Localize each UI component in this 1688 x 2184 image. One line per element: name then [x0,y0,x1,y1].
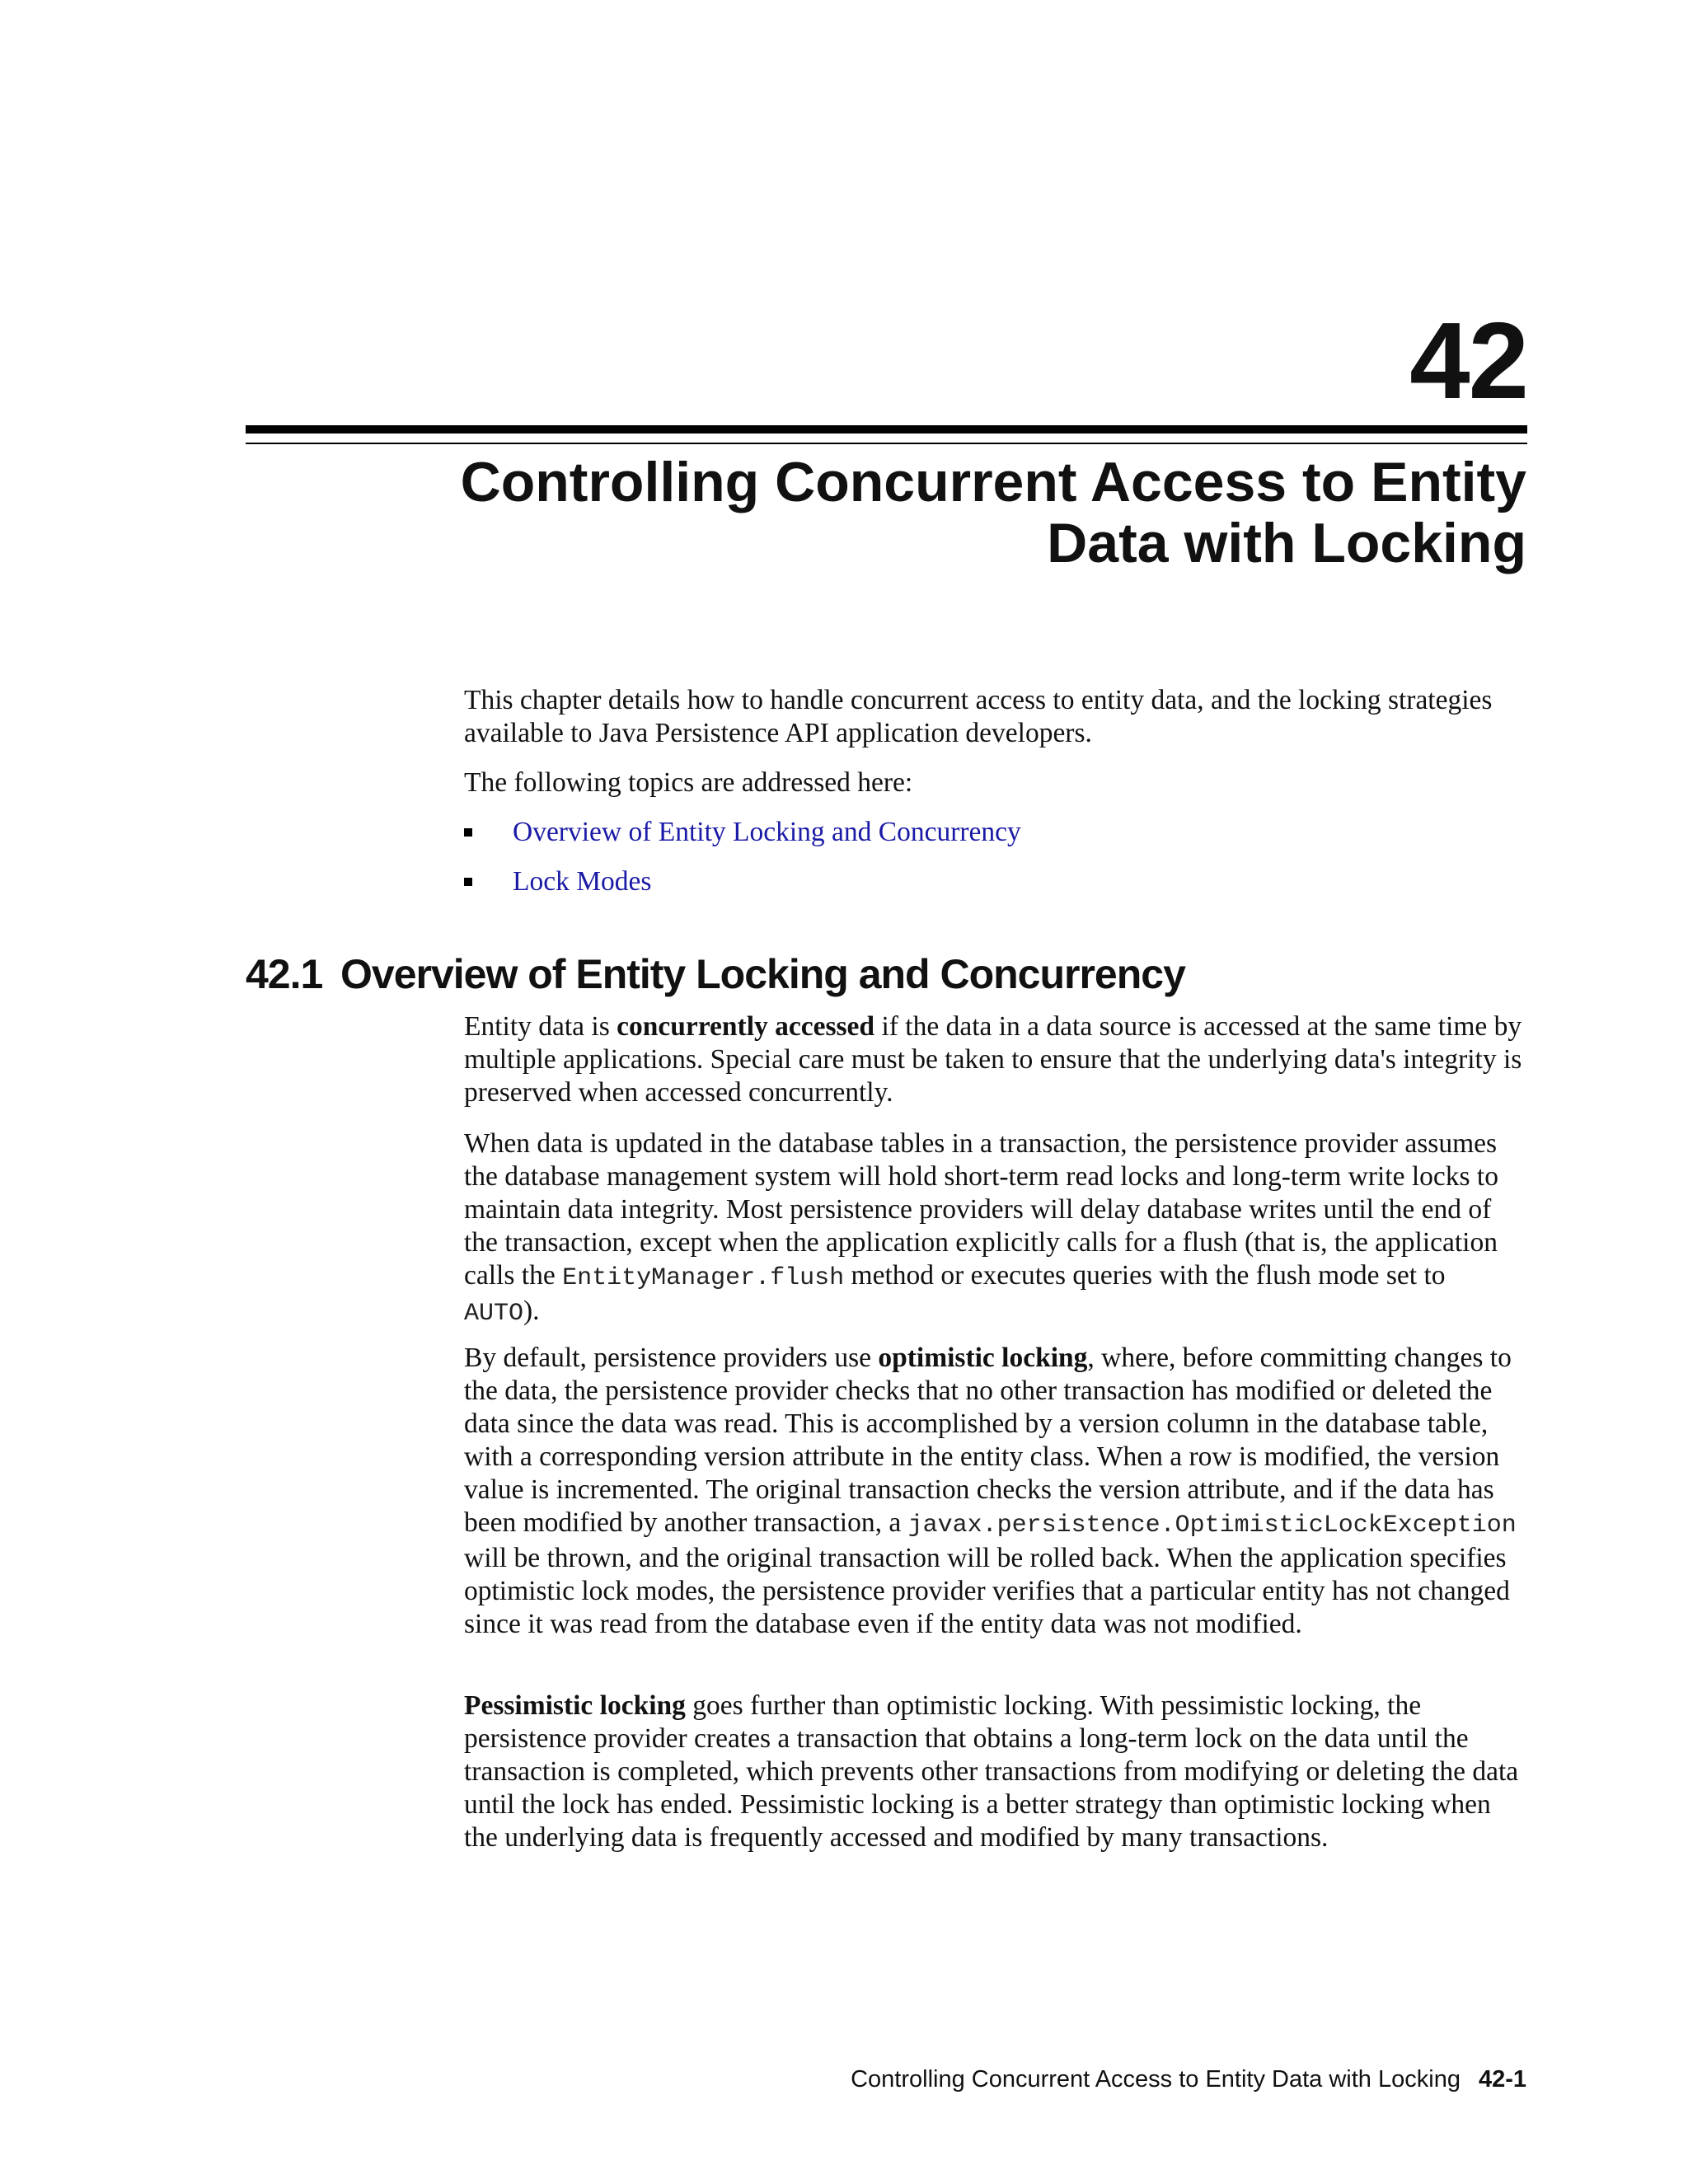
code-entitymanager-flush: EntityManager.flush [562,1264,845,1292]
intro-paragraph: This chapter details how to handle concurrent access to entity data, and the locking strategies available to Java Persistence API application developers. [464,685,1493,748]
term-optimistic-locking: optimistic locking [878,1343,1088,1373]
chapter-rule-thin [246,443,1527,444]
chapter-number: 42 [1409,300,1527,421]
section-heading [246,949,1185,999]
section-title: Overview of Entity Locking and Concurrency [340,951,1185,997]
section-number: 42.1 [246,951,323,997]
code-auto: AUTO [464,1300,524,1328]
topic-link-lock-modes[interactable]: Lock Modes [513,866,652,897]
topics-intro: The following topics are addressed here: [464,767,913,798]
section-paragraph-3: By default, persistence providers use optimistic locking, where, before committing changes to the data, the persistence provider checks that no other transaction has modified or deleted the data since the data was read. This is accomplished by a version column in the database table, with a corresponding version attribute in the entity class. When a row is modified, the version value is incremented. The original transaction checks the version attribute, and if the data has been modified by another transaction, a javax.persistence.OptimisticLockException will be thrown, and the original transaction will be rolled back. When the application specifies optimistic lock modes, the persistence provider verifies that a particular entity has not changed since it was read from the database even if the entity data was not modified. [464,1343,1517,1639]
bullet-square-icon [464,878,472,886]
page-footer [851,2064,1526,2094]
section-paragraph-1: Entity data is concurrently accessed if the data in a data source is accessed at the same time by multiple applications. Special care must be taken to ensure that the underlying data's integrity is preserved when accessed concurrently. [464,1011,1522,1108]
chapter-title [208,452,1526,574]
term-concurrently-accessed: concurrently accessed [617,1011,875,1042]
section-paragraph-4: Pessimistic locking goes further than optimistic locking. With pessimistic locking, the persistence provider creates a transaction that obtains a long-term lock on the data until the transaction is completed, which prevents other transactions from modifying or deleting the data until the lock has ended. Pessimistic locking is a better strategy than optimistic locking when the underlying data is frequently accessed and modified by many transactions. [464,1690,1519,1853]
term-pessimistic-locking: Pessimistic locking [464,1690,686,1721]
footer-title: Controlling Concurrent Access to Entity Data with Locking [851,2066,1461,2093]
chapter-title-line-2: Data with Locking [1047,512,1526,574]
chapter-title-line-1: Controlling Concurrent Access to Entity [460,451,1526,513]
topic-link-overview[interactable]: Overview of Entity Locking and Concurrency [513,817,1021,847]
chapter-rule-thick [246,425,1527,434]
code-optimistic-lock-exception: javax.persistence.OptimisticLockException [907,1511,1517,1540]
bullet-square-icon [464,828,472,837]
footer-page-number: 42-1 [1478,2066,1526,2093]
section-paragraph-2: When data is updated in the database tables in a transaction, the persistence provider assumes the database management system will hold short-term read locks and long-term write locks to maintain data integrity. Most persistence providers will delay database writes until the end of the transaction, except when the application explicitly calls for a flush (that is, the application calls the EntityManager.flush method or executes queries with the flush mode set to AUTO). [464,1128,1498,1328]
